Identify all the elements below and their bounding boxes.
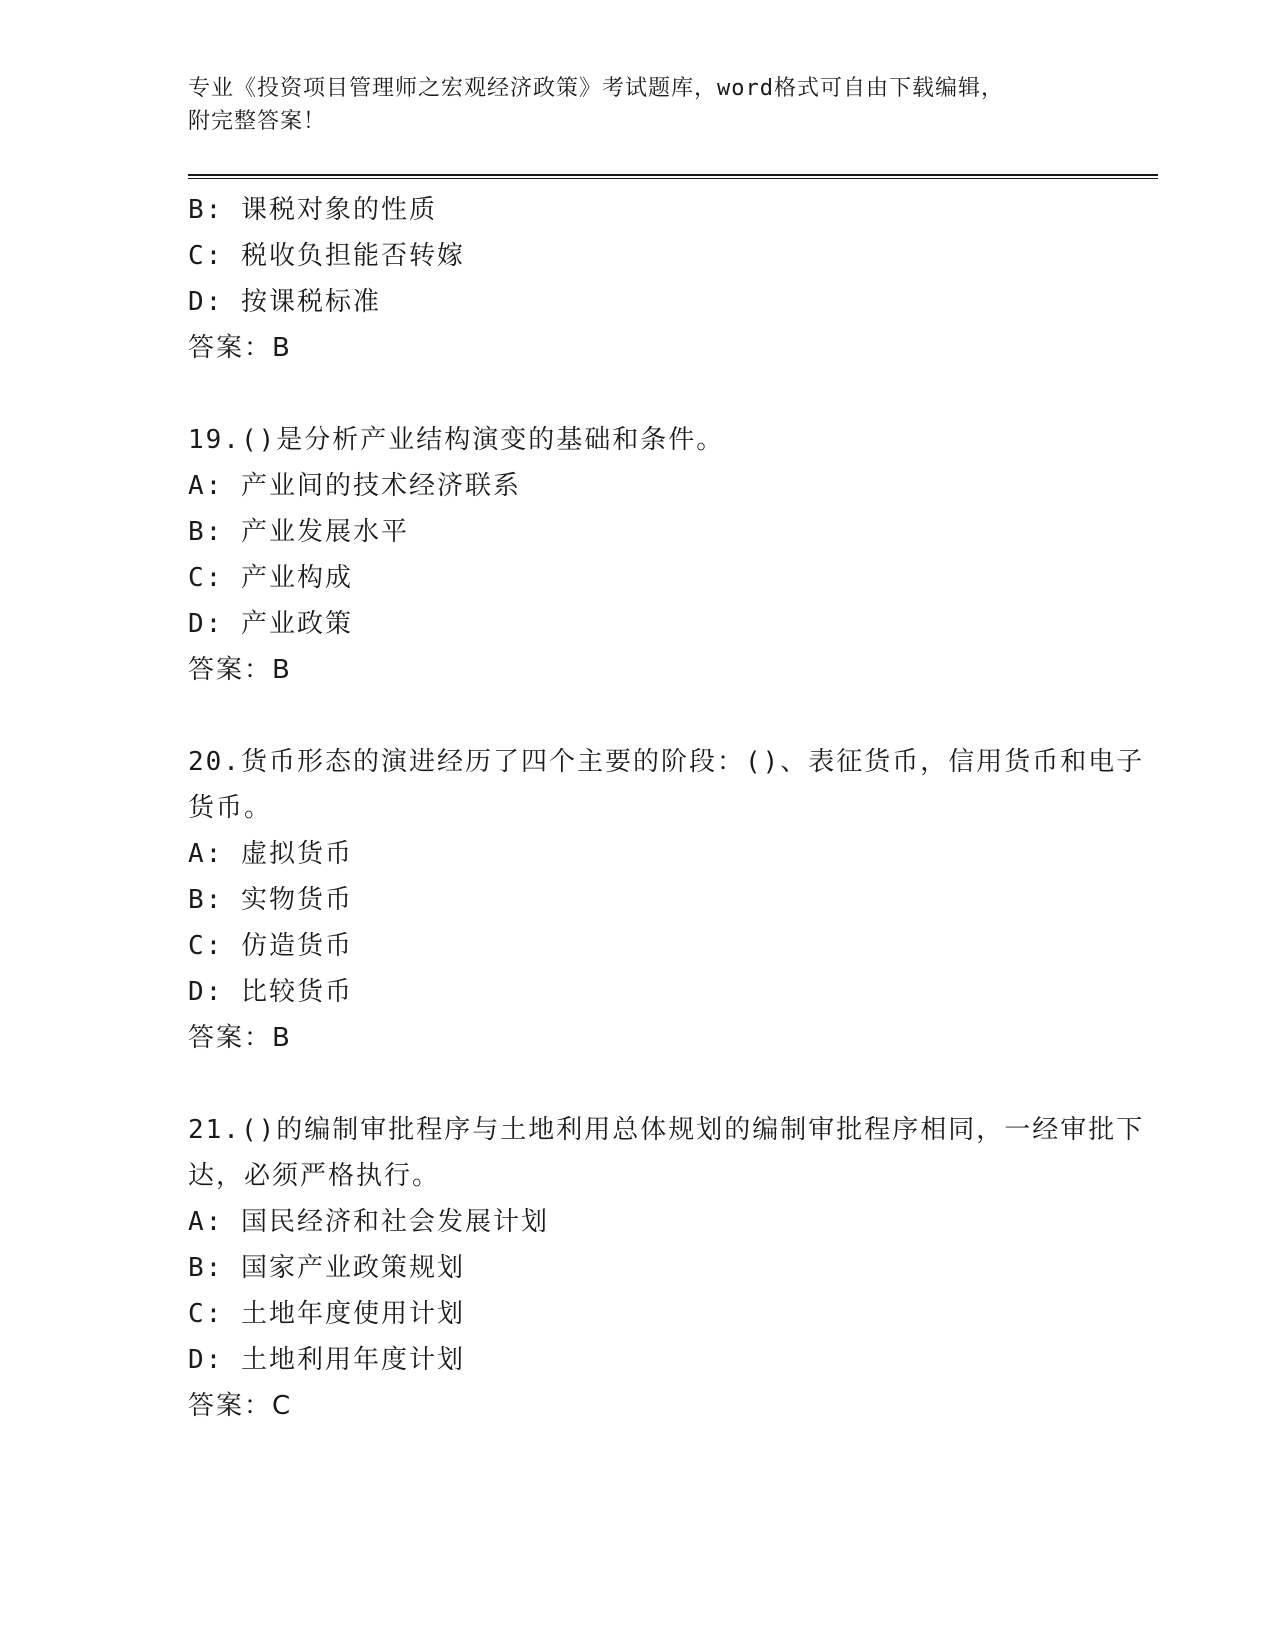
header-line-1: 专业《投资项目管理师之宏观经济政策》考试题库，word格式可自由下载编辑， <box>188 76 1004 101</box>
option-c: C: 产业构成 <box>188 563 353 593</box>
option-b: B: 课税对象的性质 <box>188 195 437 225</box>
option-d: D: 土地利用年度计划 <box>188 1345 465 1375</box>
option-d: D: 按课税标准 <box>188 287 381 317</box>
option-a: A: 国民经济和社会发展计划 <box>188 1207 549 1237</box>
answer-line: 答案：B <box>188 333 292 363</box>
option-c: C: 土地年度使用计划 <box>188 1299 465 1329</box>
question-21 <box>188 1107 1158 1429</box>
option-c: C: 仿造货币 <box>188 931 353 961</box>
question-18-continued <box>188 187 1158 371</box>
option-d: D: 比较货币 <box>188 977 353 1007</box>
answer-line: 答案：B <box>188 1023 292 1053</box>
question-text: 20.货币形态的演进经历了四个主要的阶段：()、表征货币，信用货币和电子货币。 <box>188 747 1145 823</box>
option-d: D: 产业政策 <box>188 609 353 639</box>
option-b: B: 产业发展水平 <box>188 517 409 547</box>
document-page <box>188 68 1158 1429</box>
answer-line: 答案：C <box>188 1391 293 1421</box>
header-line-2: 附完整答案！ <box>188 109 327 134</box>
question-20 <box>188 739 1158 1061</box>
question-text: 19.()是分析产业结构演变的基础和条件。 <box>188 425 725 455</box>
question-19 <box>188 417 1158 693</box>
option-b: B: 实物货币 <box>188 885 353 915</box>
option-a: A: 产业间的技术经济联系 <box>188 471 521 501</box>
question-text: 21.()的编制审批程序与土地利用总体规划的编制审批程序相同，一经审批下达，必须严格执行。 <box>188 1115 1145 1191</box>
option-a: A: 虚拟货币 <box>188 839 353 869</box>
option-b: B: 国家产业政策规划 <box>188 1253 465 1283</box>
answer-line: 答案：B <box>188 655 292 685</box>
option-c: C: 税收负担能否转嫁 <box>188 241 465 271</box>
document-header <box>188 68 1158 138</box>
header-divider <box>188 174 1158 179</box>
